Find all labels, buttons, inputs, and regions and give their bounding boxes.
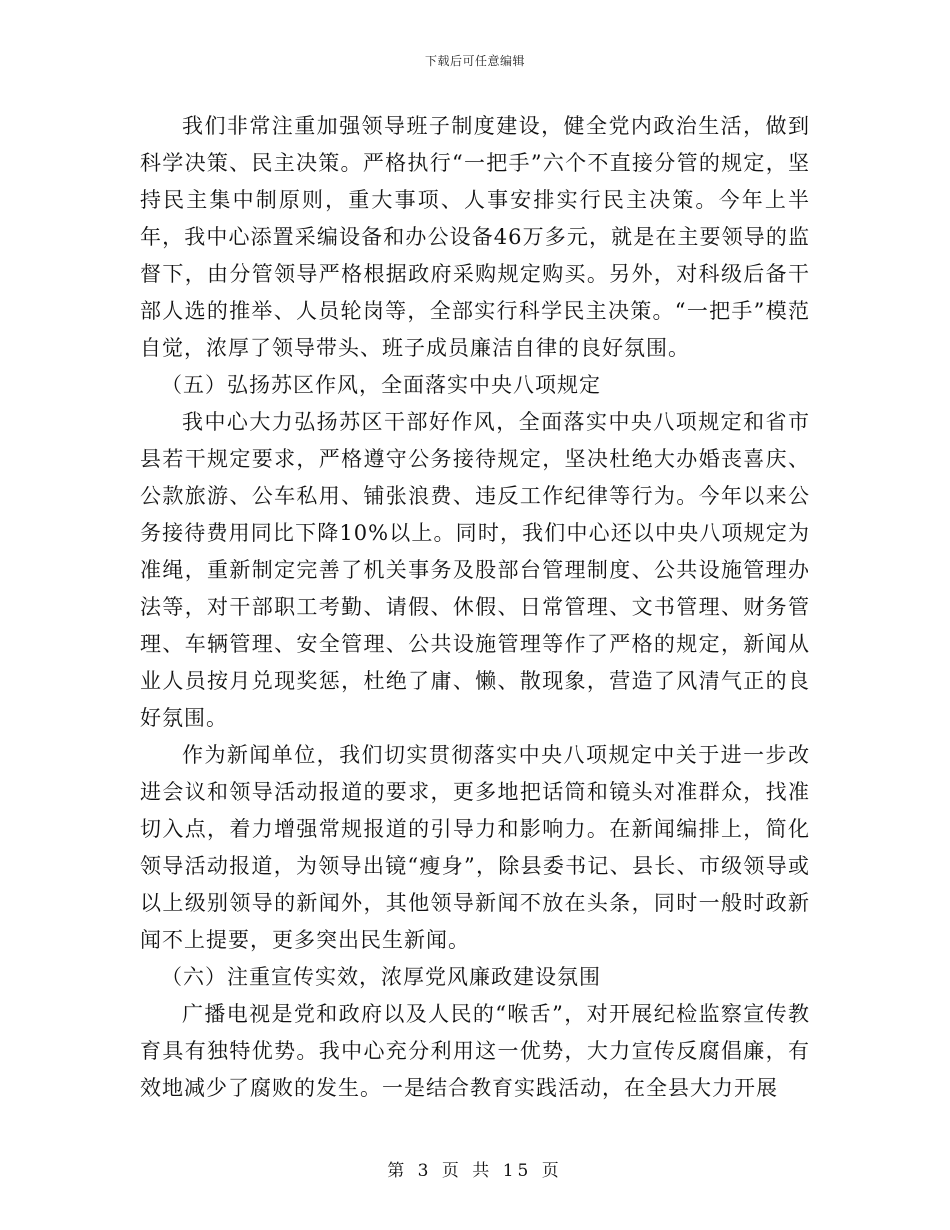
paragraph-leadership-system: 我们非常注重加强领导班子制度建设，健全党内政治生活，做到科学决策、民主决策。严格执行“一把手”六个不直接分管的规定，坚持民主集中制原则，重大事项、人事安排实行民主决策。今年上半年，我中心添置采编设备和办公设备46万多元，就是在主要领导的监督下，由分管领导严格根据政府采购规定购买。另外，对科级后备干部人选的推举、人员轮岗等，全部实行科学民主决策。“一把手”模范自觉，浓厚了领导带头、班子成员廉洁自律的良好氛围。 <box>140 114 810 360</box>
section-heading-six: （六）注重宣传实效，浓厚党风廉政建设氛围 <box>161 965 601 989</box>
document-body <box>140 108 810 1107</box>
paragraph-suqu-style: 我中心大力弘扬苏区干部好作风，全面落实中央八项规定和省市县若干规定要求，严格遵守公务接待规定，坚决杜绝大办婚丧喜庆、公款旅游、公车私用、铺张浪费、违反工作纪律等行为。今年以来公务接待费用同比下降10%以上。同时，我们中心还以中央八项规定为准绳，重新制定完善了机关事务及股部台管理制度、公共设施管理办法等，对干部职工考勤、请假、休假、日常管理、文书管理、财务管理、车辆管理、安全管理、公共设施管理等作了严格的规定，新闻从业人员按月兑现奖惩，杜绝了庸、懒、散现象，营造了风清气正的良好氛围。 <box>140 410 810 730</box>
paragraph-publicity: 广播电视是党和政府以及人民的“喉舌”，对开展纪检监察宣传教育具有独特优势。我中心充分利用这一优势，大力宣传反腐倡廉，有效地减少了腐败的发生。一是结合教育实践活动，在全县大力开展 <box>140 1002 810 1100</box>
page-header: 下载后可任意编辑 <box>424 54 525 68</box>
paragraph-news-reporting: 作为新闻单位，我们切实贯彻落实中央八项规定中关于进一步改进会议和领导活动报道的要求，更多地把话筒和镜头对准群众，找准切入点，着力增强常规报道的引导力和影响力。在新闻编排上，简化领导活动报道，为领导出镜“瘦身”，除县委书记、县长、市级领导或以上级别领导的新闻外，其他领导新闻不放在头条，同时一般时政新闻不上提要，更多突出民生新闻。 <box>140 743 810 952</box>
section-heading-five: （五）弘扬苏区作风，全面落实中央八项规定 <box>161 373 601 397</box>
page-number-footer: 第 3 页 共 15 页 <box>387 1161 563 1181</box>
